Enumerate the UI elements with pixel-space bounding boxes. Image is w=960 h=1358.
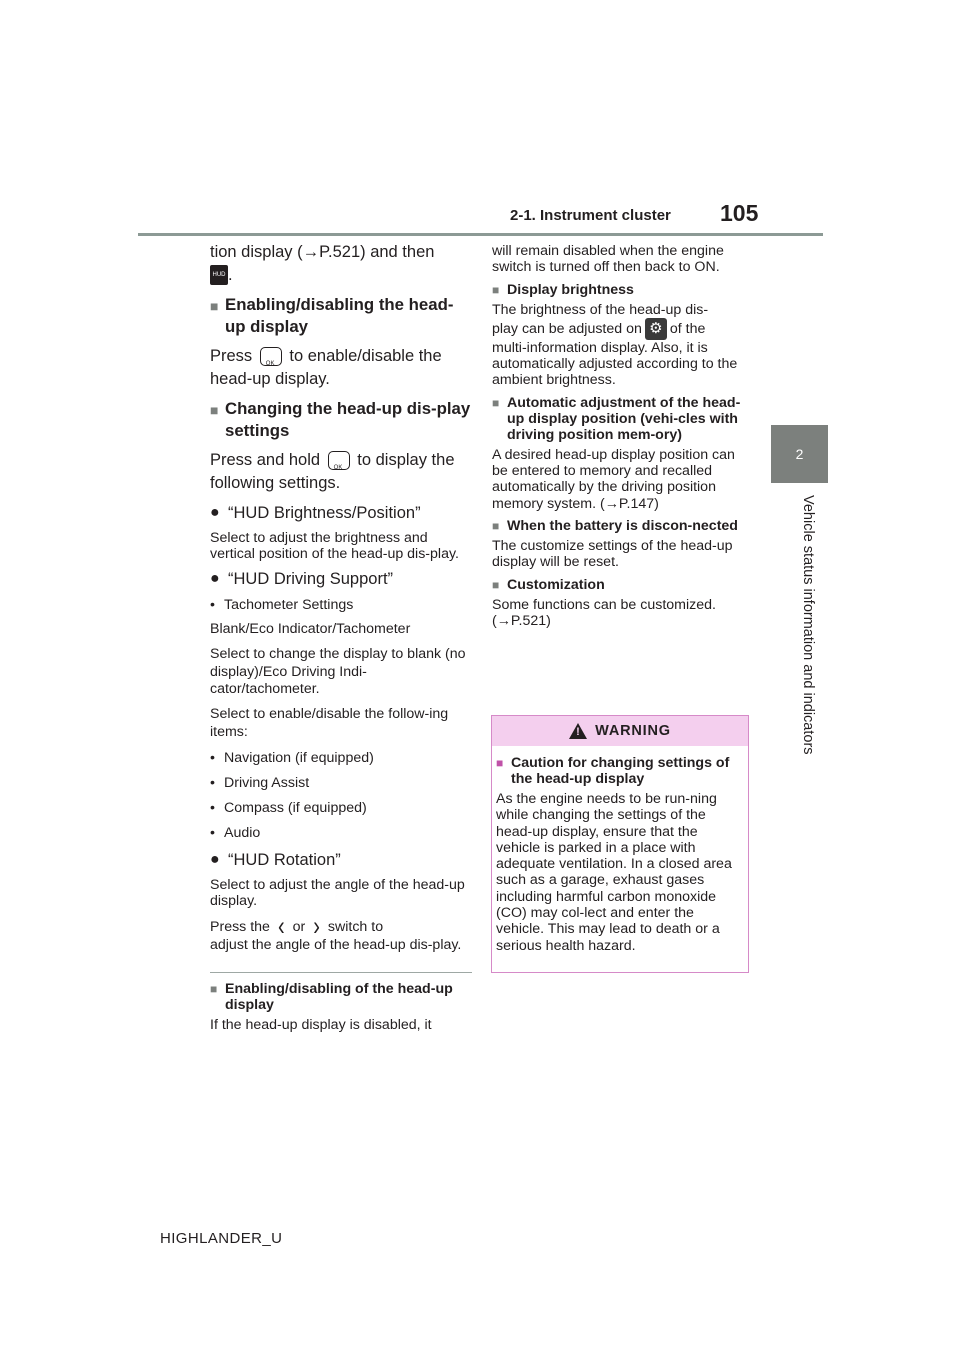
footer-model: HIGHLANDER_U [160,1230,283,1247]
warning-text: As the engine needs to be run-ning while changing the settings of the head-up display, ensure that the vehicle is parked in a place with adequate ventilation. In a closed area such as a garage, exhaust gases including harmful carbon monoxide (CO) may col-lect and enter the vehicle. This may lead to death or a serious health hazard. [496,791,732,954]
heading-battery: ■ When the battery is discon-nected [492,517,738,534]
auto-adjust-text: A desired head-up display position can be entered to memory and recalled automatically by the driving position memory system. (→P.147) [492,446,735,512]
enable-hud-text: Press OK to enable/disable the head-up display. [210,347,442,388]
hud-button-icon: HUD [210,265,228,285]
square-bullet-icon: ■ [492,395,500,410]
tach-options: Blank/Eco Indicator/Tachometer [210,621,411,637]
rotation-press-text: Press the ‹ or › switch to adjust the angle of the head-up dis-play. [210,911,462,953]
square-bullet-icon: ■ [210,982,218,997]
list-item: • Tachometer Settings [210,597,354,613]
list-item: • Audio [210,824,261,841]
section-title: 2-1. Instrument cluster [510,207,671,224]
chapter-title-vertical [800,495,818,810]
chapter-title: Vehicle status information and indicators [800,495,816,755]
heading-change-settings: ■ Changing the head-up dis-play settings [210,399,471,440]
ok-switch-icon: OK [328,451,350,470]
list-item: • Compass (if equipped) [210,799,367,816]
note-divider [210,972,472,973]
list-item: • Navigation (if equipped) [210,749,374,766]
setting-rotation: ● “HUD Rotation” [210,850,341,869]
square-bullet-icon: ■ [492,282,500,297]
warning-triangle-icon: ! [569,723,587,739]
gear-icon: ⚙ [645,318,667,340]
heading-enable-hud: ■ Enabling/disabling the head-up display [210,295,454,336]
customization-text: Some functions can be customized. (→P.521) [492,596,716,629]
warning-box [491,715,749,973]
tach-desc: Select to change the display to blank (no display)/Eco Driving Indi-cator/tachometer. [210,645,466,698]
follow-desc: Select to enable/disable the follow-ing items: [210,706,449,740]
battery-text: The customize settings of the head-up display will be reset. [492,537,733,571]
left-column [210,241,472,1040]
setting-brightness-position: ● “HUD Brightness/Position” [210,504,421,522]
square-bullet-icon: ■ [492,577,500,592]
bullet-icon: ● [210,850,220,868]
setting-driving-support: ● “HUD Driving Support” [210,570,394,588]
heading-auto-adjust: ■ Automatic adjustment of the head-up display position (vehi-cles with driving position mem-ory) [492,394,741,443]
chapter-tab: 2 [771,425,828,483]
square-bullet-icon: ■ [210,402,219,418]
square-bullet-icon: ■ [496,756,504,770]
square-bullet-icon: ■ [210,298,219,314]
brightness-text: The brightness of the head-up dis- play can be adjusted on ⚙ of the multi-information display. Also, it is automatically adjusted according to the ambient brightness. [492,301,738,389]
square-bullet-icon: ■ [492,518,500,533]
note-heading: ■ Enabling/disabling of the head-up display [210,981,453,1014]
change-settings-text: Press and hold OK to display the following settings. [210,451,455,492]
chevron-left-icon: ‹ [277,911,285,942]
warning-heading: ■ Caution for changing settings of the head-up display [496,755,730,787]
warning-body [492,746,748,954]
note-text-continued: will remain disabled when the engine switch is turned off then back to ON. [492,243,724,276]
header-rule [138,233,823,236]
note-text: If the head-up display is disabled, it [210,1017,432,1034]
chevron-right-icon: › [313,911,320,942]
bullet-icon: ● [210,570,220,587]
ok-switch-icon: OK [260,347,282,366]
bullet-icon: ● [210,504,220,521]
warning-header: ! WARNING [492,716,748,746]
page-number: 105 [720,200,759,226]
right-column [492,243,754,635]
intro-line: tion display (→P.521) and then HUD . [210,243,435,284]
list-item: • Driving Assist [210,774,310,791]
heading-display-brightness: ■ Display brightness [492,281,634,298]
brightness-desc: Select to adjust the brightness and vertical position of the head-up dis-play. [210,530,459,562]
heading-customization: ■ Customization [492,576,605,593]
rotation-desc: Select to adjust the angle of the head-up display. [210,876,465,909]
